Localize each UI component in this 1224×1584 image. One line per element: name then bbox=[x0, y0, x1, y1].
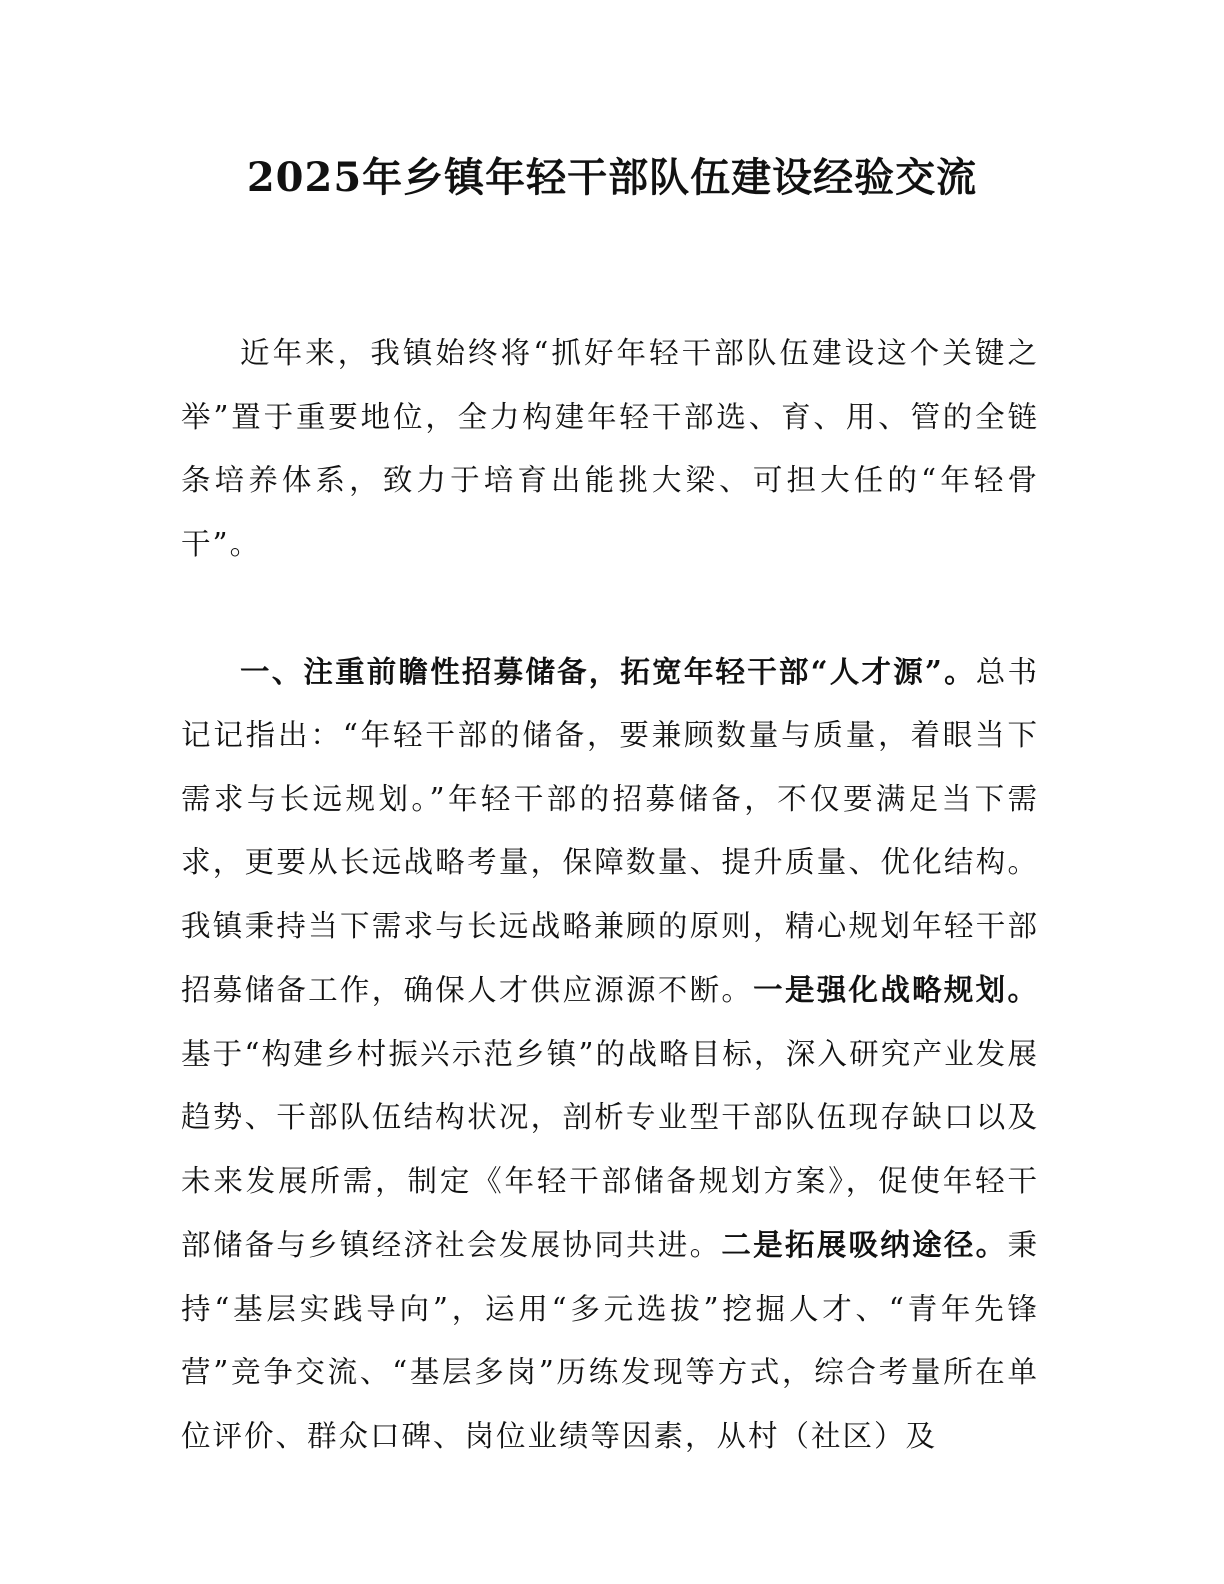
section-1-paragraph bbox=[181, 640, 1039, 1469]
paragraph-spacer bbox=[181, 576, 1039, 640]
point-1-text: 基于“构建乡村振兴示范乡镇”的战略目标，深入研究产业发展趋势、干部队伍结构状况，剖析专业型干部队伍现存缺口以及未来发展所需，制定《年轻干部储备规划方案》，促使年轻干部储备与乡镇经济社会发展协同共进。 bbox=[181, 1036, 1039, 1262]
section-1-heading: 一、注重前瞻性招募储备，拓宽年轻干部“人才源”。 bbox=[240, 653, 976, 689]
intro-paragraph: 近年来，我镇始终将“抓好年轻干部队伍建设这个关键之举”置于重要地位，全力构建年轻干部选、育、用、管的全链条培养体系，致力于培育出能挑大梁、可担大任的“年轻骨干”。 bbox=[181, 336, 1039, 561]
document-title: 2025年乡镇年轻干部队伍建设经验交流 bbox=[246, 154, 978, 201]
point-2-text: 秉持“基层实践导向”，运用“多元选拔”挖掘人才、“青年先锋营”竞争交流、“基层多岗”历练发现等方式，综合考量所在单位评价、群众口碑、岗位业绩等因素，从村（社区）及 bbox=[181, 1228, 1039, 1453]
point-2-heading: 二是拓展吸纳途径。 bbox=[721, 1227, 1008, 1262]
section-1-text: 总书记记指出：“年轻干部的储备，要兼顾数量与质量，着眼当下需求与长远规划。”年轻干部的招募储备，不仅要满足当下需求，更要从长远战略考量，保障数量、提升质量、优化结构。我镇秉持当下需求与长远战略兼顾的原则，精心规划年轻干部招募储备工作，确保人才供应源源不断。 bbox=[181, 654, 1039, 1007]
point-1-heading: 一是强化战略规划。 bbox=[753, 972, 1039, 1007]
document-body bbox=[181, 322, 1039, 1468]
